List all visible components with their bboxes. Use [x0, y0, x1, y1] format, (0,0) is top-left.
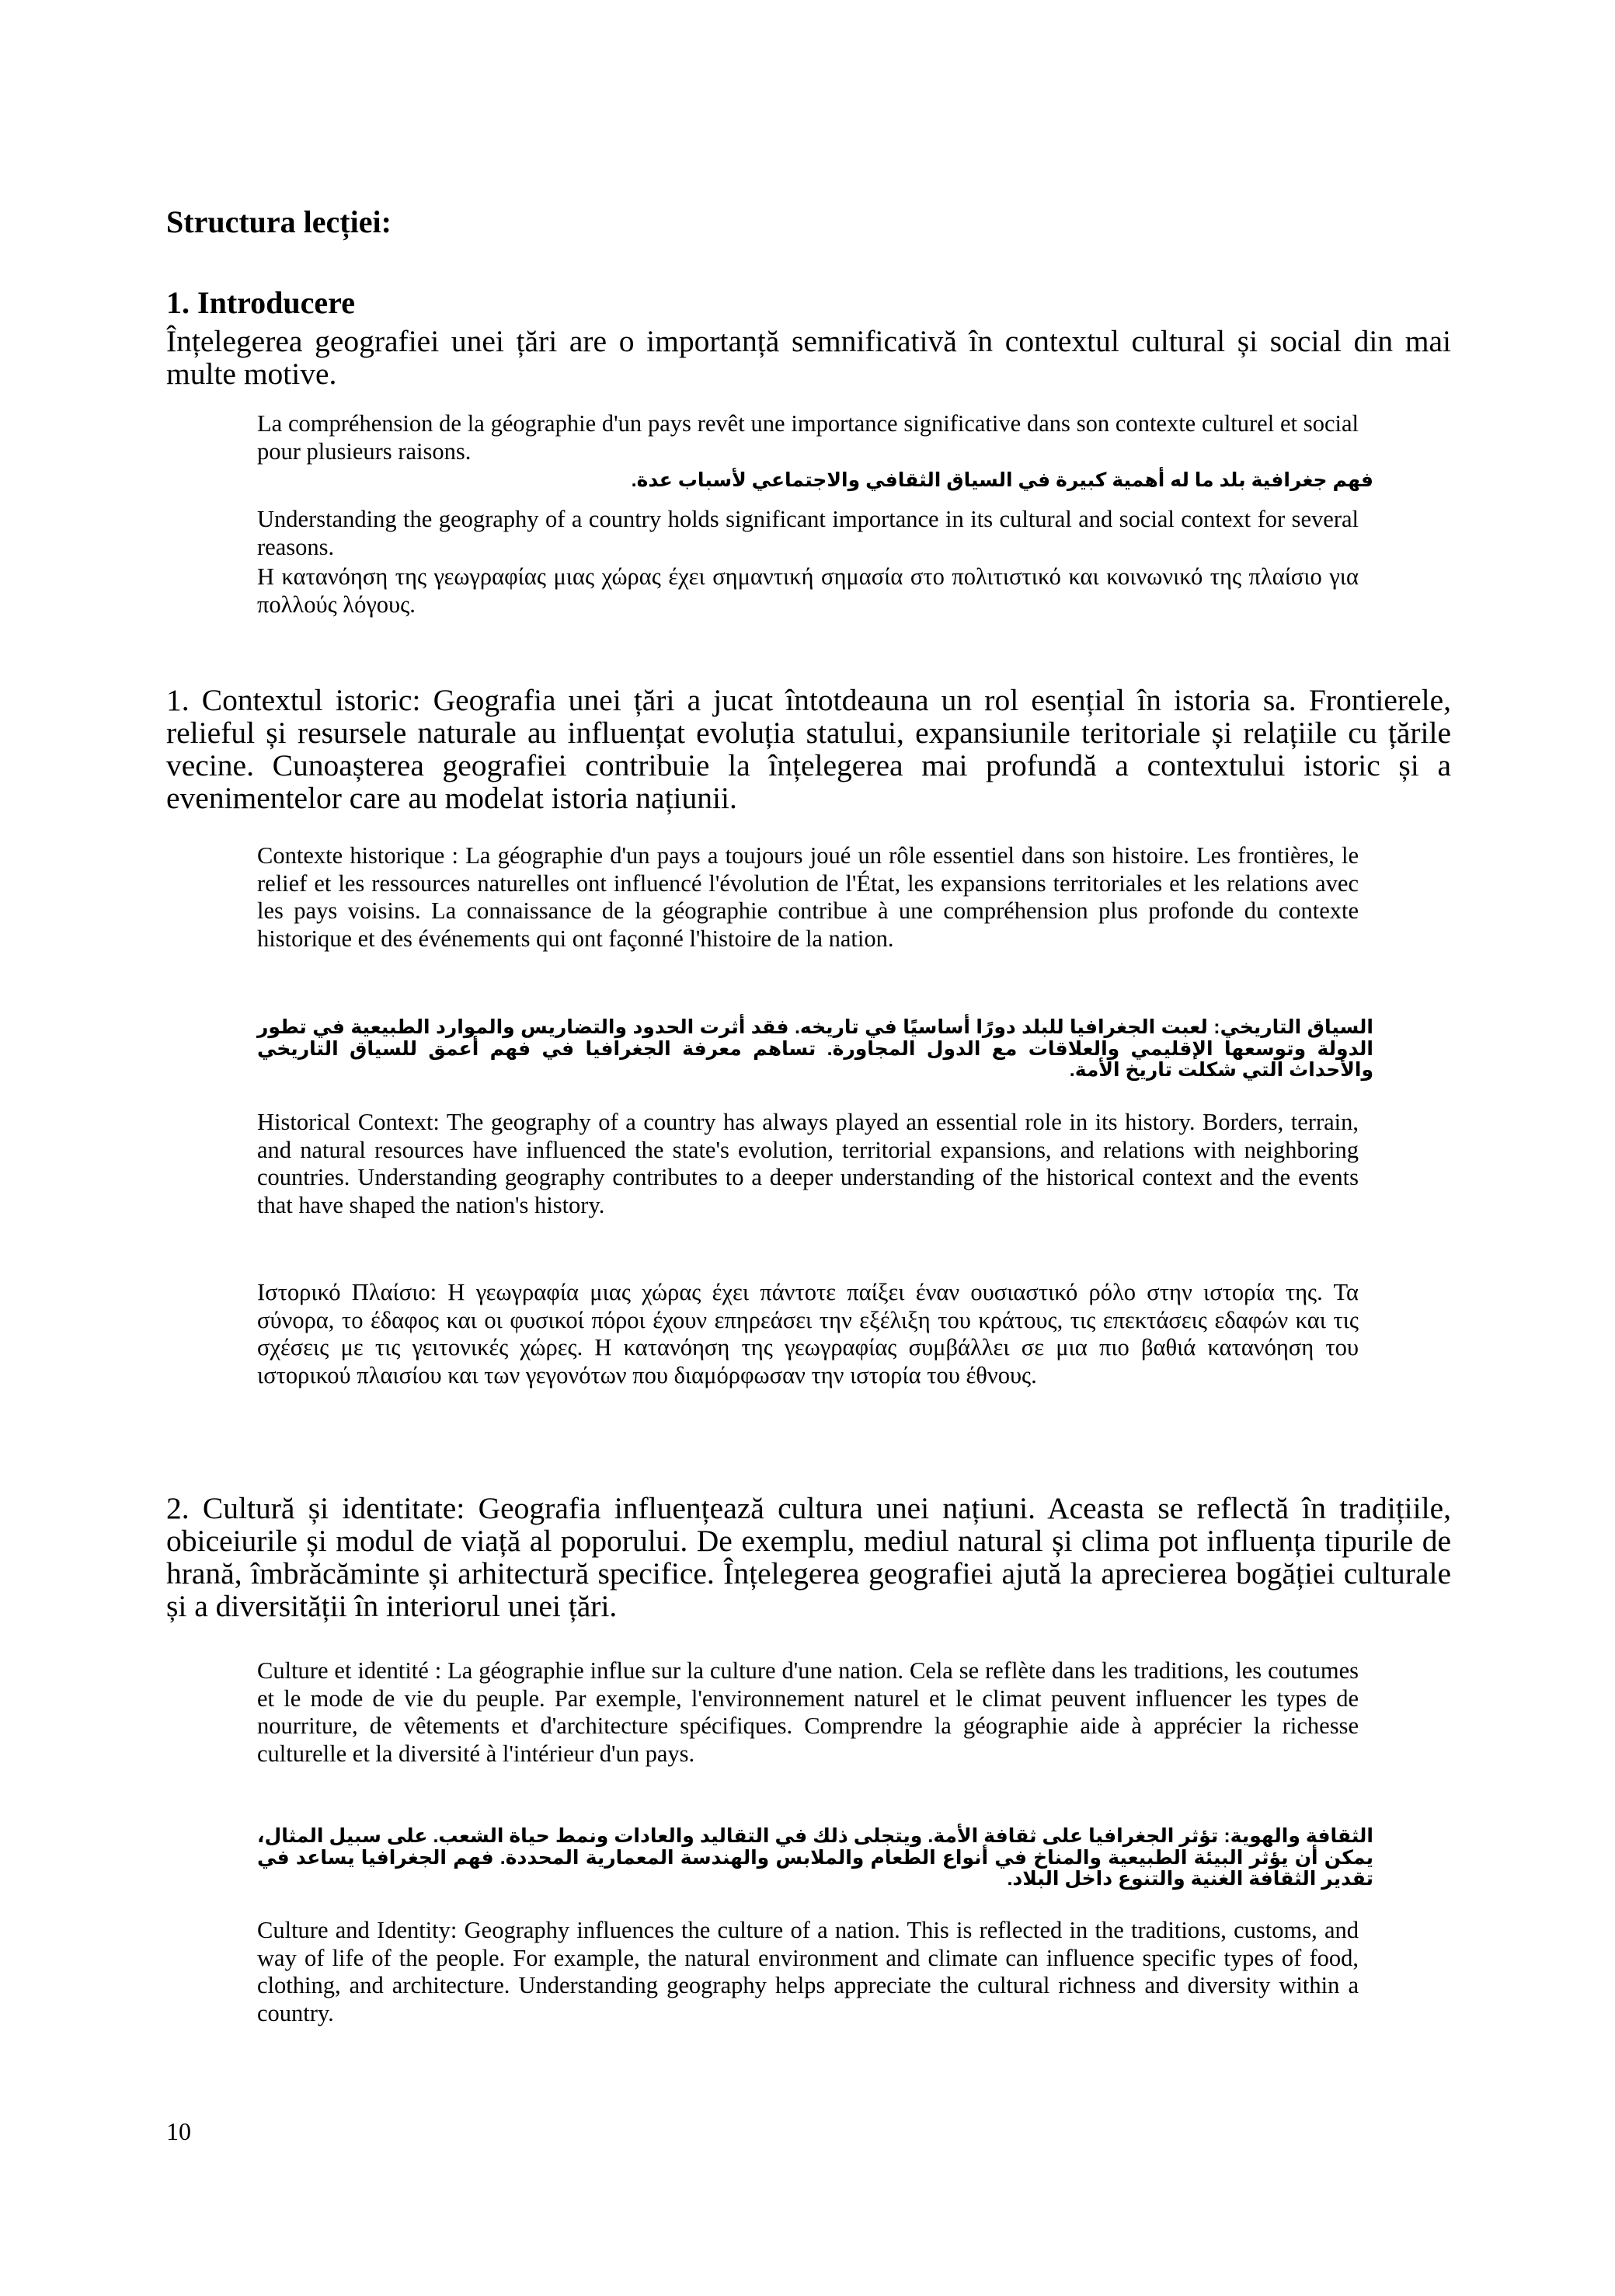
- historical-context-paragraph-en: Historical Context: The geography of a country has always played an essential role in its history. Borders, terrain, and natural resources have influenced the state's evolution, territorial expansions, and relations with neighboring countries. Understanding geography contributes to a deeper understanding of the historical context and the events that have shaped the nation's history.: [257, 1109, 1359, 1218]
- historical-context-paragraph-ar: السياق التاريخي: لعبت الجغرافيا للبلد دورًا أساسيًا في تاريخه. فقد أثرت الحدود والتضاريس والموارد الطبيعية في تطور الدولة وتوسعها الإقليمي والعلاقات مع الدول المجاورة. تساهم معرفة الجغرافيا في فهم أعمق للسياق التاريخي والأحداث التي شكلت تاريخ الأمة.: [257, 1016, 1373, 1081]
- historical-context-paragraph-el: Ιστορικό Πλαίσιο: Η γεωγραφία μιας χώρας έχει πάντοτε παίξει έναν ουσιαστικό ρόλο στην ιστορία της. Τα σύνορα, το έδαφος και οι φυσικοί πόροι έχουν επηρεάσει την εξέλιξη του κράτους, τις επεκτάσεις εδαφών και τις σχέσεις με τις γειτονικές χώρες. Η κατανόηση της γεωγραφίας συμβάλλει σε μια πιο βαθιά κατανόηση του ιστορικού πλαισίου και των γεγονότων που διαμόρφωσαν την ιστορία του έθνους.: [257, 1279, 1359, 1388]
- intro-paragraph-el: Η κατανόηση της γεωγραφίας μιας χώρας έχει σημαντική σημασία στο πολιτιστικό και κοινωνικό της πλαίσιο για πολλούς λόγους.: [257, 563, 1359, 618]
- historical-context-paragraph-fr: Contexte historique : La géographie d'un pays a toujours joué un rôle essentiel dans son histoire. Les frontières, le relief et les ressources naturelles ont influencé l'évolution de l'État, les expansions territoriales et les relations avec les pays voisins. La connaissance de la géographie contribue à une compréhension plus profonde du contexte historique et des événements qui ont façonné l'histoire de la nation.: [257, 842, 1359, 952]
- culture-identity-paragraph-ar: الثقافة والهوية: تؤثر الجغرافيا على ثقافة الأمة. ويتجلى ذلك في التقاليد والعادات ونمط حياة الشعب. على سبيل المثال، يمكن أن يؤثر البيئة الطبيعية والمناخ في أنواع الطعام والملابس والهندسة المعمارية المحددة. فهم الجغرافيا يساعد في تقدير الثقافة الغنية والتنوع داخل البلاد.: [257, 1825, 1373, 1890]
- intro-paragraph-ar: فهم جغرافية بلد ما له أهمية كبيرة في السياق الثقافي والاجتماعي لأسباب عدة.: [631, 469, 1373, 491]
- intro-paragraph-ro: Înțelegerea geografiei unei țări are o importanță semnificativă în contextul cultural și social din mai multe motive.: [166, 324, 1451, 391]
- culture-identity-paragraph-fr: Culture et identité : La géographie influe sur la culture d'une nation. Cela se reflète dans les traditions, les coutumes et le mode de vie du peuple. Par exemple, l'environnement naturel et le climat peuvent influencer les types de nourriture, de vêtements et d'architecture spécifiques. Comprendre la géographie aide à apprécier la richesse culturelle et la diversité à l'intérieur d'un pays.: [257, 1657, 1359, 1767]
- page-number: 10: [166, 2117, 191, 2145]
- culture-identity-paragraph-ro: 2. Cultură și identitate: Geografia influențează cultura unei națiuni. Aceasta se reflectă în tradițiile, obiceiurile și modul de viață al poporului. De exemplu, mediul natural și clima pot influența tipurile de hrană, îmbrăcăminte și arhitectură specifice. Înțelegerea geografiei ajută la aprecierea bogăției culturale și a diversității în interiorul unei țări.: [166, 1491, 1451, 1623]
- introduction-heading: 1. Introducere: [166, 285, 355, 320]
- culture-identity-paragraph-en: Culture and Identity: Geography influences the culture of a nation. This is reflected in the traditions, customs, and way of life of the people. For example, the natural environment and climate can influence specific types of food, clothing, and architecture. Understanding geography helps appreciate the cultural richness and diversity within a country.: [257, 1917, 1359, 2026]
- intro-paragraph-fr: La compréhension de la géographie d'un pays revêt une importance significative dans son contexte culturel et social pour plusieurs raisons.: [257, 410, 1359, 465]
- historical-context-paragraph-ro: 1. Contextul istoric: Geografia unei țări a jucat întotdeauna un rol esențial în istoria sa. Frontierele, relieful și resursele naturale au influențat evoluția statului, expansiunile teritoriale și relațiile cu țările vecine. Cunoașterea geografiei contribuie la înțelegerea mai profundă a contextului istoric și a evenimentelor care au modelat istoria națiunii.: [166, 683, 1451, 815]
- intro-paragraph-en: Understanding the geography of a country holds significant importance in its cultural and social context for several reasons.: [257, 506, 1359, 560]
- lesson-structure-title: Structura lecției:: [166, 204, 392, 239]
